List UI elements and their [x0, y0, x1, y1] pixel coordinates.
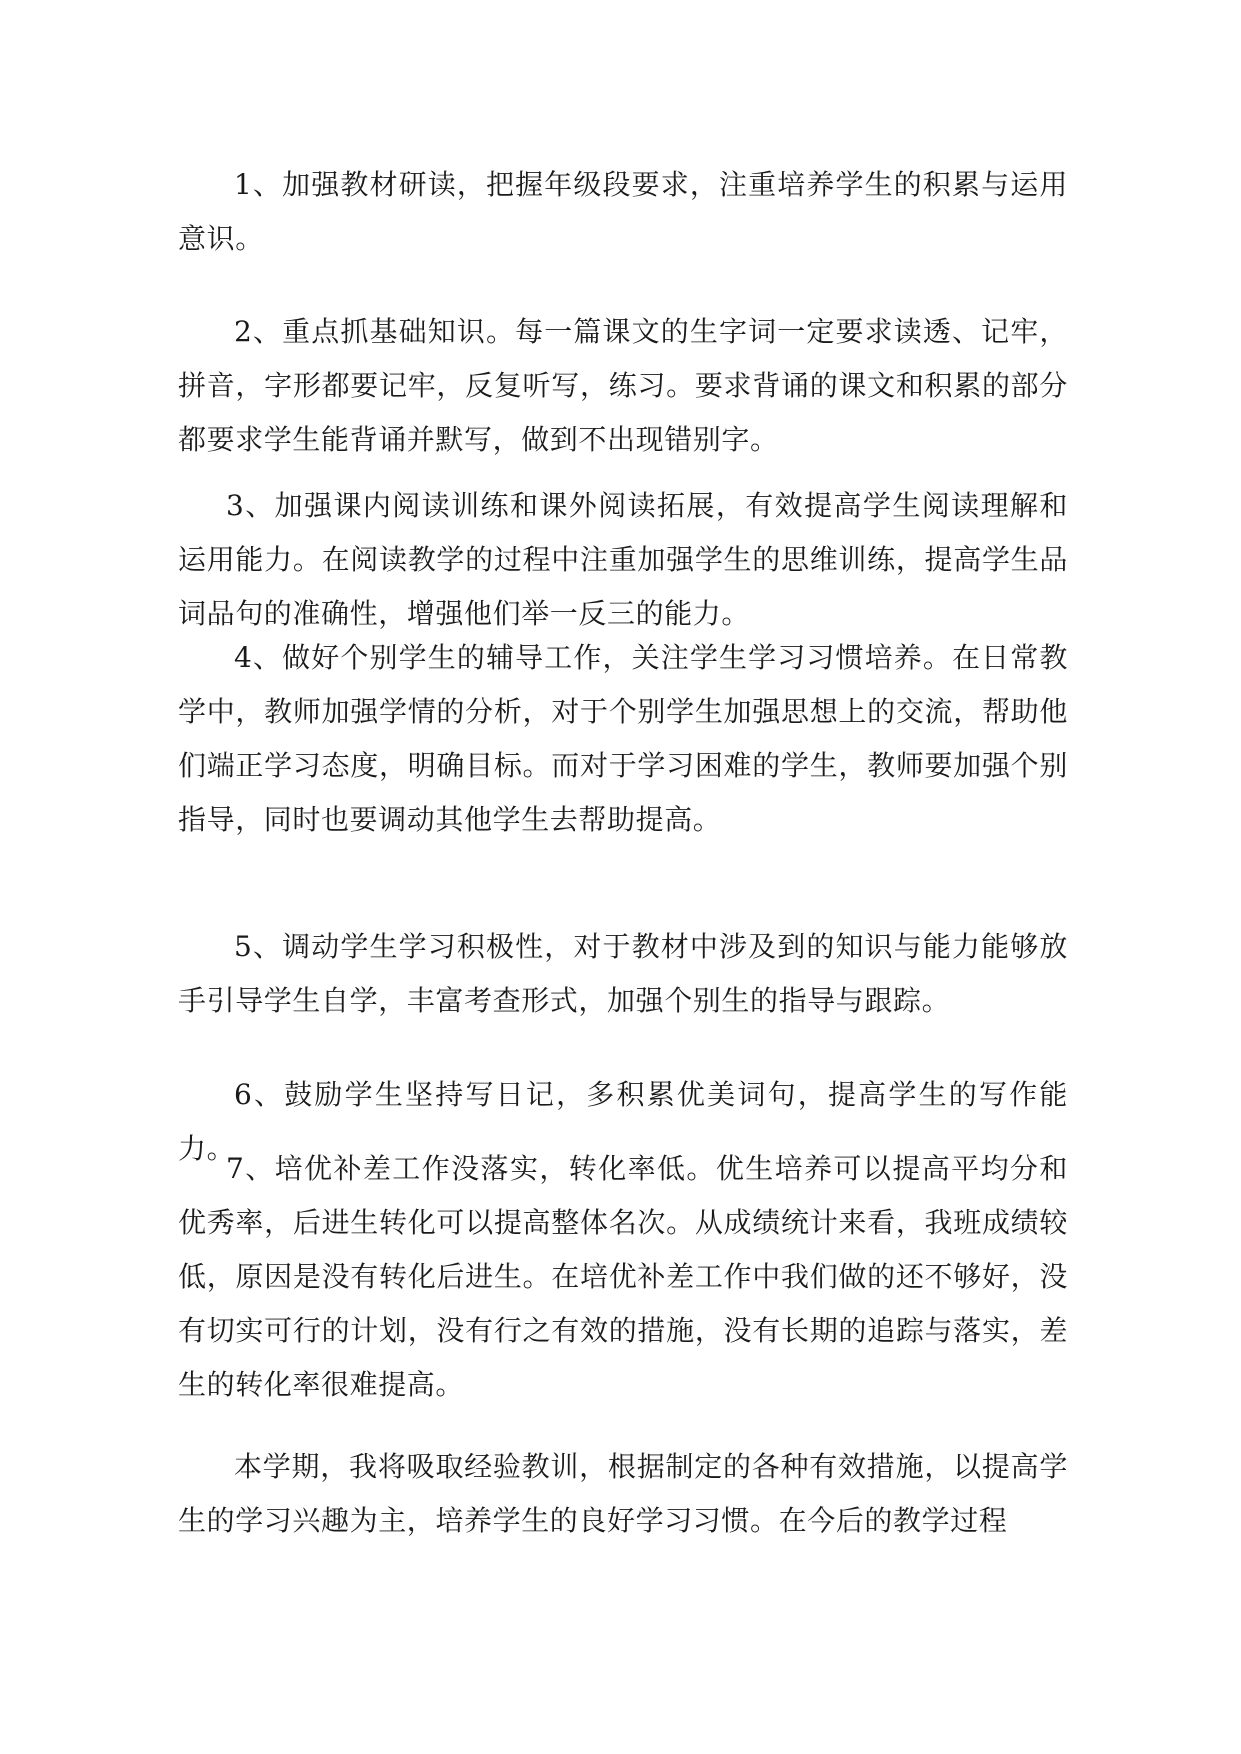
- paragraph-7: 7、培优补差工作没落实，转化率低。优生培养可以提高平均分和优秀率，后进生转化可以提高整体名次。从成绩统计来看，我班成绩较低，原因是没有转化后进生。在培优补差工作中我们做的还不够好，没有切实可行的计划，没有行之有效的措施，没有长期的追踪与落实，差生的转化率很难提高。: [178, 1152, 1068, 1401]
- paragraph-1: 1、加强教材研读，把握年级段要求，注重培养学生的积累与运用意识。: [178, 168, 1068, 255]
- paragraph-5: 5、调动学生学习积极性，对于教材中涉及到的知识与能力能够放手引导学生自学，丰富考查形式，加强个别生的指导与跟踪。: [178, 930, 1068, 1017]
- paragraph-2: 2、重点抓基础知识。每一篇课文的生字词一定要求读透、记牢，拼音，字形都要记牢，反复听写，练习。要求背诵的课文和积累的部分都要求学生能背诵并默写，做到不出现错别字。: [178, 315, 1068, 456]
- paragraph-8: 本学期，我将吸取经验教训，根据制定的各种有效措施，以提高学生的学习兴趣为主，培养学生的良好学习习惯。在今后的教学过程: [178, 1450, 1068, 1537]
- paragraph-4: 4、做好个别学生的辅导工作，关注学生学习习惯培养。在日常教学中，教师加强学情的分析，对于个别学生加强思想上的交流，帮助他们端正学习态度，明确目标。而对于学习困难的学生，教师要加强个别指导，同时也要调动其他学生去帮助提高。: [178, 641, 1068, 836]
- paragraph-6: 6、鼓励学生坚持写日记，多积累优美词句，提高学生的写作能力。: [178, 1078, 1068, 1165]
- paragraph-3: 3、加强课内阅读训练和课外阅读拓展，有效提高学生阅读理解和运用能力。在阅读教学的过程中注重加强学生的思维训练，提高学生品词品句的准确性，增强他们举一反三的能力。: [178, 489, 1068, 630]
